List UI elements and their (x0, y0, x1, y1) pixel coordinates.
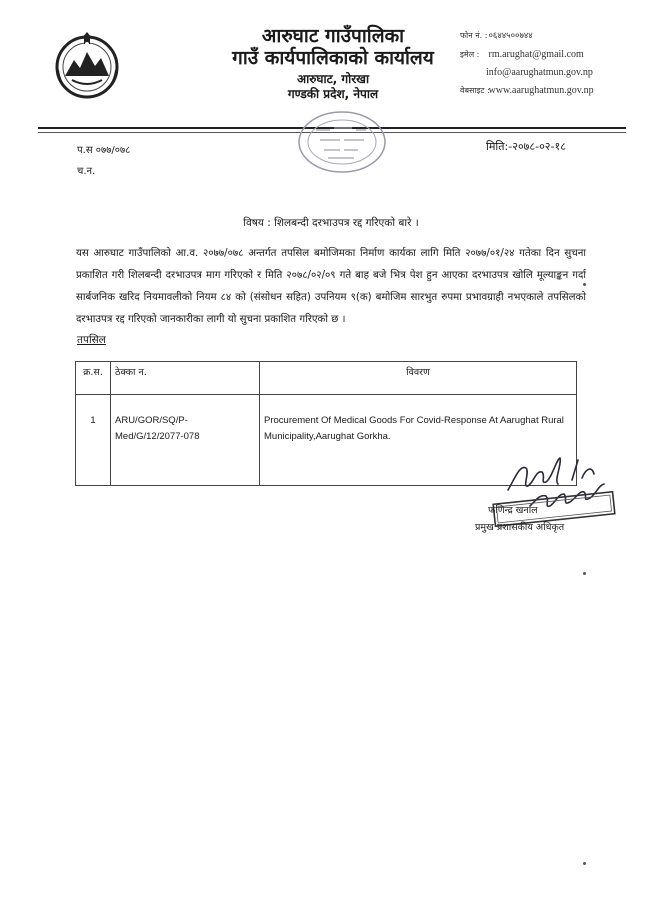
office-address: आरुघाट, गोरखा (296, 71, 370, 86)
scan-speck (583, 283, 586, 286)
email-label: इमेल : (460, 50, 480, 59)
phone-label: फोन नं. : (460, 31, 488, 40)
letterhead-title (208, 26, 458, 102)
letter-subject: विषय : शिलबन्दी दरभाउपत्र रद्द गरिएको बारे । (243, 217, 419, 229)
website-label: वेबसाइट : (460, 86, 490, 95)
row-contract-no: ARU/GOR/SQ/P-Med/G/12/2077-078 (111, 395, 260, 486)
scan-speck (583, 572, 586, 575)
schedule-heading: तपसिल (77, 334, 106, 346)
org-name: आरुघाट गाउँपालिका (261, 25, 405, 47)
email-value-2: info@aarughatmun.gov.np (486, 67, 593, 78)
contact-email-2 (486, 67, 593, 78)
header-serial: क्र.स. (76, 362, 111, 395)
header-description: विवरण (260, 362, 577, 395)
email-value-1: rm.arughat@gmail.com (488, 49, 584, 60)
dispatch-number: च.न. (77, 166, 96, 177)
contact-website (460, 85, 594, 96)
scan-speck (583, 862, 586, 865)
table-header-row (76, 362, 577, 395)
office-province: गण्डकी प्रदेश, नेपाल (287, 87, 379, 102)
nepal-emblem-icon (52, 30, 122, 102)
header-contract-no: ठेक्का न. (111, 362, 260, 395)
contact-email (460, 49, 584, 60)
phone-value: ०६४४५००७४४ (488, 31, 533, 41)
row-description: Procurement Of Medical Goods For Covid-Response At Aarughat Rural Municipality,Aarughat Gorkha. (260, 395, 577, 486)
letter-body: यस आरुघाट गाउँपालिको आ.व. २०७७/०७८ अन्तर्गत तपसिल बमोजिमका निर्माण कार्यका लागि मिति २०७७/०१/२४ गतेका दिन सुचना प्रकाशित गरी शिलबन्दी दरभाउपत्र माग गरिएको र मिति २०७८/०२/०९ गते बाह बजे भित्र पेश हुन आएका दरभाउपत्र खोलि मूल्याङ्कन गर्दा सार्बजनिक खरिद नियमावलीको नियम ८४ को (संसोधन सहित) उपनियम ९(क) बमोजिम सारभुत रुपमा प्रभावग्राही नभएकाले तपसिलको दरभाउपत्र रद्द गरिएको जानकारीका लागी यो सुचना प्रकाशित गरिएको छ । (76, 248, 586, 325)
letter-date: मिति:-२०७८-०२-१८ (486, 140, 566, 153)
office-name: गाउँ कार्यपालिकाको कार्यालय (232, 46, 434, 69)
contact-phone (460, 30, 533, 41)
website-value: www.aarughatmun.gov.np (488, 85, 594, 96)
row-serial: 1 (76, 395, 111, 486)
reference-number: प.स ०७७/०७८ (77, 145, 131, 156)
signatory-title: प्रमुख प्रशासकीय अधिकृत (475, 522, 565, 533)
signatory-name: फणिन्द्र खनाल (488, 505, 538, 516)
office-stamp-icon (296, 108, 388, 176)
